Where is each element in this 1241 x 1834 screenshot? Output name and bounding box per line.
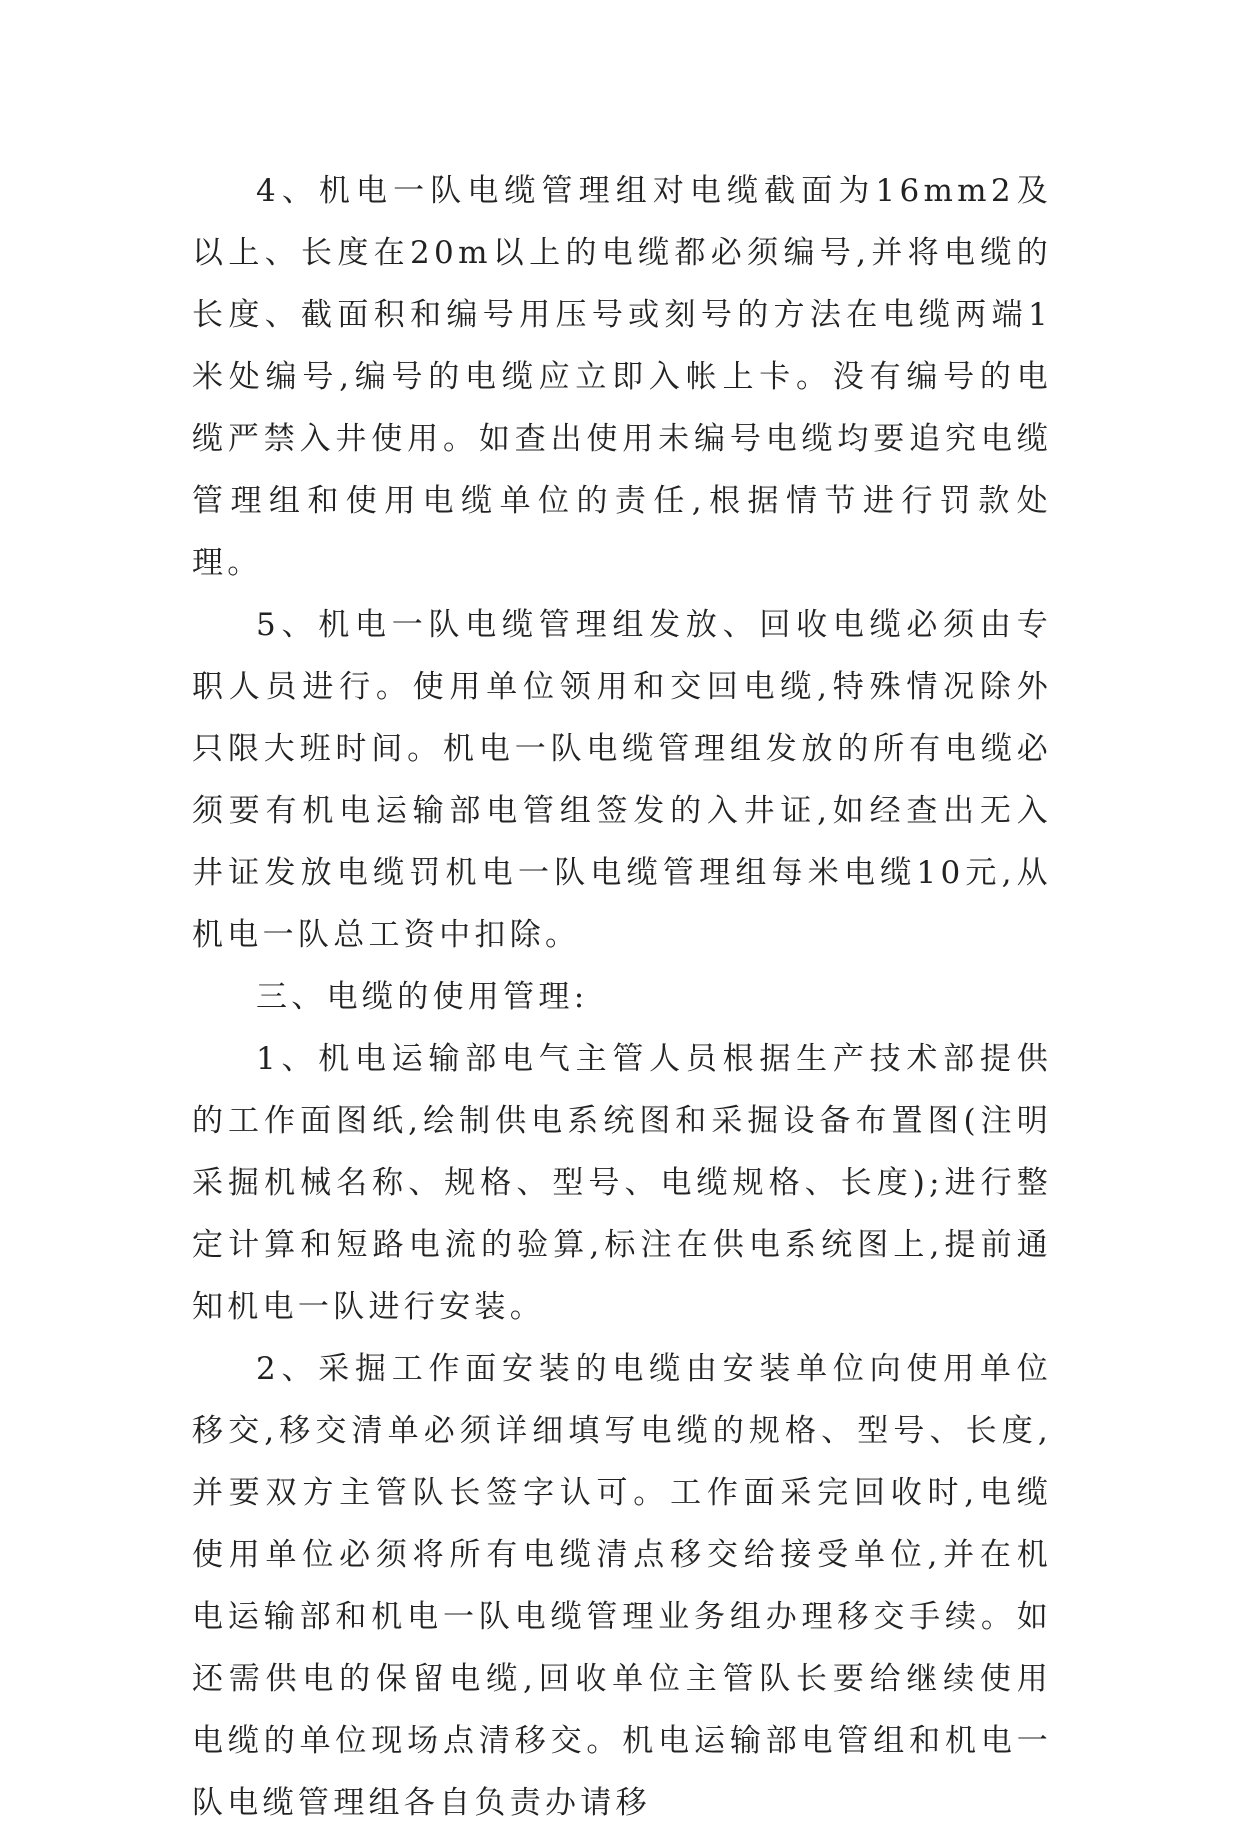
section-heading-cable-usage: 三、电缆的使用管理: [256,979,589,1015]
paragraph-power-system-diagram: 1、机电运输部电气主管人员根据生产技术部提供的工作面图纸,绘制供电系统图和采掘设备布置图(注明采掘机械名称、规格、型号、电缆规格、长度);进行整定计算和短路电流的验算,标注在供电系统图上,提前通知机电一队进行安装。 [192,1041,1052,1325]
paragraph-cable-numbering: 4、机电一队电缆管理组对电缆截面为16mm2及以上、长度在20m以上的电缆都必须编号,并将电缆的长度、截面积和编号用压号或刻号的方法在电缆两端1米处编号,编号的电缆应立即入帐上卡。没有编号的电缆严禁入井使用。如查出使用未编号电缆均要追究电缆管理组和使用电缆单位的责任,根据情节进行罚款处理。 [192,173,1052,581]
paragraph-cable-issuing: 5、机电一队电缆管理组发放、回收电缆必须由专职人员进行。使用单位领用和交回电缆,特殊情况除外只限大班时间。机电一队电缆管理组发放的所有电缆必须要有机电运输部电管组签发的入井证,如经查出无入井证发放电缆罚机电一队电缆管理组每米电缆10元,从机电一队总工资中扣除。 [192,607,1052,953]
document-body [192,160,1052,1834]
paragraph-cable-handover: 2、采掘工作面安装的电缆由安装单位向使用单位移交,移交清单必须详细填写电缆的规格、型号、长度,并要双方主管队长签字认可。工作面采完回收时,电缆使用单位必须将所有电缆清点移交给接受单位,并在机电运输部和机电一队电缆管理业务组办理移交手续。如还需供电的保留电缆,回收单位主管队长要给继续使用电缆的单位现场点清移交。机电运输部电管组和机电一队电缆管理组各自负责办请移 [192,1351,1052,1821]
